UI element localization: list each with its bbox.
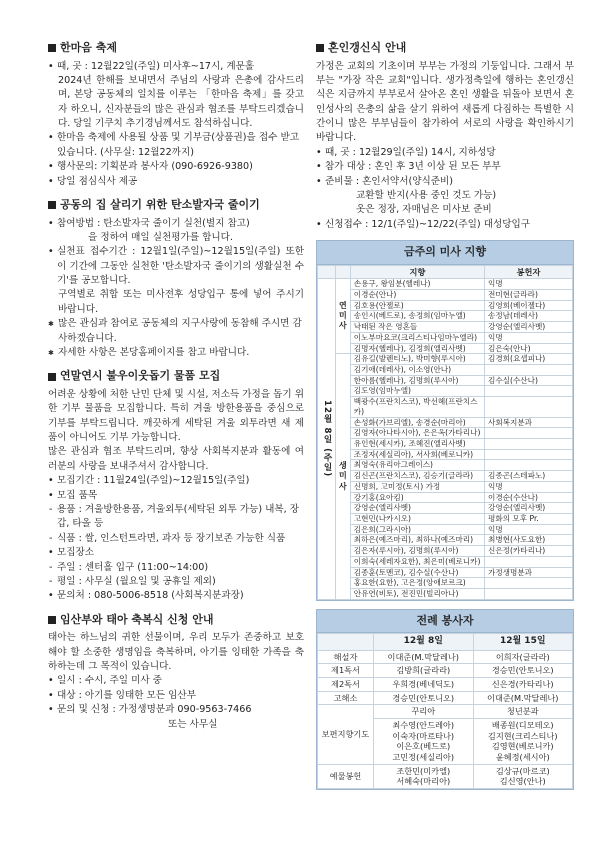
mass-intention-cell: 신명희, 고미정(토시) 가정 [350, 481, 484, 492]
mass-row [318, 460, 573, 471]
mass-row [318, 417, 573, 428]
festival-donation: • 한마음 축제에 사용될 상품 및 기부금(상품권)을 접수 받고있습니다. (사무실: 12월22까지) [48, 131, 304, 160]
festival-time: • 때, 곳 : 12월22일(주일) 미사후~17시, 계문홀 [48, 60, 304, 74]
pregnancy-paragraph: 태아는 하느님의 귀한 선물이며, 우리 모두가 존중하고 보호해야 할 소중한 생명임을 축복하며, 아기를 잉태한 가족을 축하하는데 그 목적이 있습니다. [48, 632, 304, 673]
mass-row [318, 449, 573, 460]
mass-intention-box [316, 240, 574, 601]
charity-items-goods: - 용품 : 겨울방한용품, 겨울외투(세탁된 외투 가능) 내복, 장갑, 타올 등 [48, 503, 304, 532]
mass-row [318, 364, 573, 375]
server-name: 최수영(안드레아) [392, 720, 455, 731]
mass-intention-cell: 최하은(예즈마리), 최하나(예즈마리) [350, 535, 484, 546]
server-name: 김신영(안나) [499, 776, 546, 787]
mass-offerer-cell: 김영희(베이젤다) [485, 300, 573, 311]
mass-offerer-cell: 익명 [485, 279, 573, 290]
server-name: 김영현(베로니카) [491, 741, 554, 752]
mass-offerer-cell: 강영순(엘리사벳) [485, 503, 573, 514]
server-group-cell: 청년분과 [473, 705, 573, 719]
mass-row [318, 567, 573, 578]
charity-place-label: • 모집장소 [48, 546, 304, 560]
server-name: 이숙자(마르타나) [392, 730, 455, 741]
square-bullet-icon [48, 373, 56, 381]
carbon-method: • 참여방법 : 탄소발자국 줄이기 실천(별지 참고) [48, 217, 304, 231]
mass-intention-cell: 이희숙(세레자요한), 최은미(베로니카) [350, 556, 484, 567]
charity-period: • 모집기간 : 11월24일(주일)~12월15일(주일) [48, 474, 304, 488]
mass-offerer-cell: 사회복지분과 [485, 417, 573, 428]
mass-row [318, 343, 573, 354]
mass-offerer-cell [485, 460, 573, 471]
mass-group-deceased: 연미사 [336, 279, 351, 354]
left-column [48, 40, 304, 740]
mass-intention-cell: 김호용(안젤로) [350, 300, 484, 311]
mass-row [318, 279, 573, 290]
festival-title: 한마음 축제 [60, 41, 117, 54]
mass-row [318, 438, 573, 449]
mass-offerer-cell: 익명 [485, 524, 573, 535]
date-col-1: 12월 8일 [374, 634, 474, 651]
charity-contact: • 문의처 : 080-5006-8518 (사회복지분과장) [48, 589, 304, 603]
mass-offerer-cell: 김경희(요셉피나) [485, 354, 573, 365]
marriage-items-ring: 교환할 반지(사용 중인 것도 가능) [356, 190, 497, 202]
charity-place-weekday: - 평일 : 사무실 (월요일 및 공휴일 제외) [48, 575, 304, 589]
pregnancy-time: • 일시 : 수시, 주일 미사 중 [48, 674, 304, 688]
server-row [318, 664, 573, 678]
server-name-cell: 이희자(글라라) [473, 650, 573, 664]
mass-row [318, 397, 573, 417]
server-group-cell: 꾸리아 [374, 705, 474, 719]
pregnancy-title: 임산부와 태아 축복식 신청 안내 [60, 612, 214, 626]
mass-intention-cell: 김신곤(프란치스코), 김승기(글라라) [350, 471, 484, 482]
mass-intention-cell: 김도영(임마누엘) [350, 386, 484, 397]
mass-offerer-cell: 김은숙(안나) [485, 343, 573, 354]
mass-offerer-cell: 이경순(수산나) [485, 492, 573, 503]
square-bullet-icon [48, 201, 56, 209]
server-role-cell: 제2독서 [318, 678, 374, 692]
mass-intention-cell: 송인시(베드로), 송정희(임마누엘) [350, 311, 484, 322]
mass-row [318, 524, 573, 535]
carbon-method-cont: 을 정하여 매일 실천평가를 합니다. [88, 231, 233, 243]
mass-offerer-cell [485, 556, 573, 567]
carbon-section [48, 197, 304, 360]
mass-offerer-cell: 전미현(글라라) [485, 289, 573, 300]
liturgy-servers-table [317, 633, 573, 789]
mass-intention-cell: 김기애(데레사), 이소영(안나) [350, 364, 484, 375]
mass-row [318, 556, 573, 567]
mass-offerer-cell [485, 428, 573, 439]
mass-row [318, 492, 573, 503]
mass-offerer-cell [485, 449, 573, 460]
mass-row [318, 300, 573, 311]
server-row [318, 678, 573, 692]
date-col-2: 12월 15일 [473, 634, 573, 651]
mass-offerer-cell: 신은정(카타리나) [485, 546, 573, 557]
server-name-cell: 이대준(M.막달레나) [473, 691, 573, 705]
mass-row [318, 546, 573, 557]
server-name: 김상규(마르코) [495, 765, 550, 776]
mass-intention-cell: 손용구, 왕임분(헬레나) [350, 279, 484, 290]
mass-row [318, 428, 573, 439]
mass-row [318, 589, 573, 600]
mass-intention-cell: 이노부마요코(크리스티나임마누엘라) [350, 332, 484, 343]
mass-intention-cell: 고현민(나카시오) [350, 514, 484, 525]
mass-row [318, 503, 573, 514]
mass-offerer-cell [485, 397, 573, 417]
carbon-period: • 실천표 접수기간 : 12월1일(주일)~12월15일(주일) 또한 이 기간에 그동안 실천한 '탄소발자국 줄이기의 생활실천 수기'를 공모합니다. [48, 245, 304, 288]
pregnancy-contact-cont: 또는 사무실 [168, 718, 218, 730]
charity-paragraph-1: 어려운 상황에 처한 난민 단체 및 시설, 저소득 가정을 돕기 위한 기부 물품을 모집합니다. 특히 겨울 방한용품을 중심으로 기부를 부탁드립니다. 깨끗하게 세탁된 겨울 외투라면 새 제품이 아니어도 기부 가능합니다. [48, 388, 304, 444]
square-bullet-icon [316, 44, 324, 52]
mass-row [318, 354, 573, 365]
server-name: 서혜숙(마리아) [396, 776, 451, 787]
square-bullet-icon [48, 616, 56, 624]
right-column [316, 40, 574, 790]
intent-header: 지향 [350, 265, 484, 279]
server-name-cell: 이대준(M.막달레나) [374, 650, 474, 664]
festival-contact: • 행사문의: 기획분과 봉사자 (090-6926-9380) [48, 160, 304, 174]
mass-offerer-cell: 익명 [485, 332, 573, 343]
mass-intention-cell: 홍요한(요한), 고은정(앙애보르크) [350, 578, 484, 589]
marriage-items-dress: 옷은 정장, 자매님은 미사보 준비 [356, 204, 492, 216]
mass-intention-cell: 김영자(아나타시아), 은은옥(가타리나) [350, 428, 484, 439]
mass-group-living: 생미사 [336, 354, 351, 600]
pregnancy-target: • 대상 : 아기를 잉태한 모든 임산부 [48, 689, 304, 703]
mass-intention-cell: 이경순(안나) [350, 289, 484, 300]
marriage-section [316, 40, 574, 232]
server-role-cell: 해설자 [318, 650, 374, 664]
mass-offerer-cell: 강영순(엘리사벳) [485, 322, 573, 333]
server-name: 김지현(크리스티나) [487, 730, 558, 741]
mass-offerer-cell [485, 364, 573, 375]
charity-items-food: - 식품 : 쌀, 인스턴트라면, 과자 등 장기보존 가능한 식품 [48, 532, 304, 546]
server-role-cell: 보편지향기도 [318, 705, 374, 764]
mass-row [318, 578, 573, 589]
mass-intention-cell: 백광수(프란치스코), 박선혜(프란치스카) [350, 397, 484, 417]
mass-offerer-cell: 평화의 모후 Pr. [485, 514, 573, 525]
marriage-items: • 준비물 : 혼인서약서(양식준비) [316, 175, 574, 189]
server-name-cell [473, 764, 573, 788]
mass-intention-cell: 강영순(엘리사벳) [350, 503, 484, 514]
mass-intention-cell: 한아름(헬레나), 김명희(루시아) [350, 375, 484, 386]
server-row [318, 650, 573, 664]
offerer-header: 봉헌자 [485, 265, 573, 279]
festival-paragraph: 2024년 한해를 보내면서 주님의 사랑과 은총에 감사드리며, 본당 공동체의 일치를 이루는 「한마음 축제」를 갖고자 하오니, 신자분들의 많은 관심과 협조를 부탁드리겠습니다. 당일 기쿠치 추기경님께서도 참석하십니다. [58, 74, 304, 130]
server-name: 고민정(세실리아) [392, 752, 455, 763]
server-name-cell: 우희경(베네딕도) [374, 678, 474, 692]
server-name: 이은호(베드로) [396, 741, 451, 752]
mass-offerer-cell [485, 386, 573, 397]
marriage-paragraph: 가정은 교회의 기초이며 부부는 가정의 기둥입니다. 그래서 부부는 "가장 작은 교회"입니다. 생가정축일에 행하는 혼인갱신식은 지금까지 부부로서 살아온 혼인 생활을 뒤돌아 보면서 혼인성사의 은총의 삶을 살기 위하여 새롭게 다짐하는 특별한 시간이니 많은 부부님들이 참가하여 서로의 사랑을 확인하시기 바랍니다. [316, 60, 574, 144]
festival-lunch: • 당일 점심식사 제공 [48, 175, 304, 189]
mass-row [318, 311, 573, 322]
mass-row [318, 289, 573, 300]
mass-offerer-cell: 송정남(데레사) [485, 311, 573, 322]
server-name-cell: 김방희(글라라) [374, 664, 474, 678]
mass-intention-cell: 최영숙(유리아그레이스) [350, 460, 484, 471]
server-name: 윤혜정(세시아) [495, 752, 550, 763]
server-name-cell: 신은경(카타리나) [473, 678, 573, 692]
mass-row [318, 322, 573, 333]
carbon-note-1: ✱ 많은 관심과 참여로 공동체의 지구사랑에 동참해 주시면 감사하겠습니다. [48, 317, 304, 346]
marriage-title: 혼인갱신식 안내 [328, 41, 407, 54]
charity-place-sunday: - 주일 : 센터홀 입구 (11:00~14:00) [48, 561, 304, 575]
carbon-title: 공동의 집 살리기 위한 탄소발자국 줄이기 [60, 198, 260, 212]
mass-row [318, 514, 573, 525]
liturgy-servers-title: 전례 봉사자 [317, 610, 573, 634]
mass-row [318, 481, 573, 492]
mass-row [318, 332, 573, 343]
server-role-cell: 예물봉헌 [318, 764, 374, 788]
square-bullet-icon [48, 44, 56, 52]
mass-row [318, 386, 573, 397]
charity-section [48, 368, 304, 603]
charity-items-label: • 모집 품목 [48, 489, 304, 503]
marriage-apply: • 신청접수 : 12/1(주일)~12/22(주일) 대성당입구 [316, 218, 574, 232]
pregnancy-section [48, 612, 304, 732]
mass-intention-cell: 김은희(그라시아) [350, 524, 484, 535]
server-name-cell: 경승민(안토니오) [374, 691, 474, 705]
mass-offerer-cell: 김수실(수산나) [485, 375, 573, 386]
mass-offerer-cell: 최병현(사도요한) [485, 535, 573, 546]
server-row [318, 764, 573, 788]
mass-intention-cell: 손성화(가브리엘), 송경순(마리아) [350, 417, 484, 428]
carbon-submit: 구역별로 취합 또는 미사전후 성당입구 통에 넣어 주시기 바랍니다. [58, 289, 304, 315]
mass-intention-table [317, 265, 573, 600]
mass-intention-cell: 김명자(헬레나), 김정희(엘리사벳) [350, 343, 484, 354]
mass-intention-cell: 김종훈(토멘코), 김수실(수산나) [350, 567, 484, 578]
server-name-cell [374, 764, 474, 788]
mass-intention-cell: 강기홍(요아킴) [350, 492, 484, 503]
mass-row [318, 375, 573, 386]
mass-offerer-cell [485, 438, 573, 449]
mass-offerer-cell: 익명 [485, 481, 573, 492]
mass-intention-cell: 낙태된 작은 영혼들 [350, 322, 484, 333]
mass-intention-cell: 안유연(비토), 전진민(빌리아나) [350, 589, 484, 600]
pregnancy-contact: • 문의 및 신청 : 가정생명분과 090-9563-7466 [48, 703, 304, 717]
marriage-target: • 참가 대상 : 혼인 후 3년 이상 된 모든 부부 [316, 160, 574, 174]
server-name-cell: 경승민(안토니오) [473, 664, 573, 678]
mass-offerer-cell [485, 589, 573, 600]
charity-title: 연말연시 불우이웃돕기 물품 모집 [60, 369, 221, 383]
festival-section [48, 40, 304, 189]
server-row [318, 691, 573, 705]
liturgy-servers-box [316, 609, 574, 790]
carbon-note-2: ✱ 자세한 사항은 본당홈페이지를 참고 바랍니다. [48, 346, 304, 360]
mass-intention-cell: 김은자(루시아), 김명희(루시아) [350, 546, 484, 557]
server-role-cell: 고해소 [318, 691, 374, 705]
marriage-time: • 때, 곳 : 12월29일(주일) 14시, 지하성당 [316, 146, 574, 160]
server-name: 조한민(미카엘) [396, 765, 451, 776]
mass-intention-cell: 유인현(세시카), 조혜진(엘리사벳) [350, 438, 484, 449]
mass-intention-title: 금주의 미사 지향 [317, 241, 573, 265]
charity-paragraph-2: 많은 관심과 협조 부탁드리며, 향상 사회복지분과 활동에 여러분의 사랑을 보내주셔서 감사합니다. [48, 446, 304, 472]
server-name-cell [374, 719, 474, 765]
server-name: 배종원(디모테오) [491, 720, 554, 731]
mass-date-cell: 12월 8일 (주일) [318, 279, 336, 600]
server-row [318, 705, 573, 719]
mass-offerer-cell: 가정생명분과 [485, 567, 573, 578]
mass-row [318, 471, 573, 482]
mass-offerer-cell: 김종곤(스테파노) [485, 471, 573, 482]
mass-intention-cell: 김유길(발렌티노), 박미향(루시아) [350, 354, 484, 365]
mass-offerer-cell [485, 578, 573, 589]
server-role-cell: 제1독서 [318, 664, 374, 678]
mass-row [318, 535, 573, 546]
server-name-cell [473, 719, 573, 765]
mass-intention-cell: 조정자(세실리아), 서사희(베로니카) [350, 449, 484, 460]
